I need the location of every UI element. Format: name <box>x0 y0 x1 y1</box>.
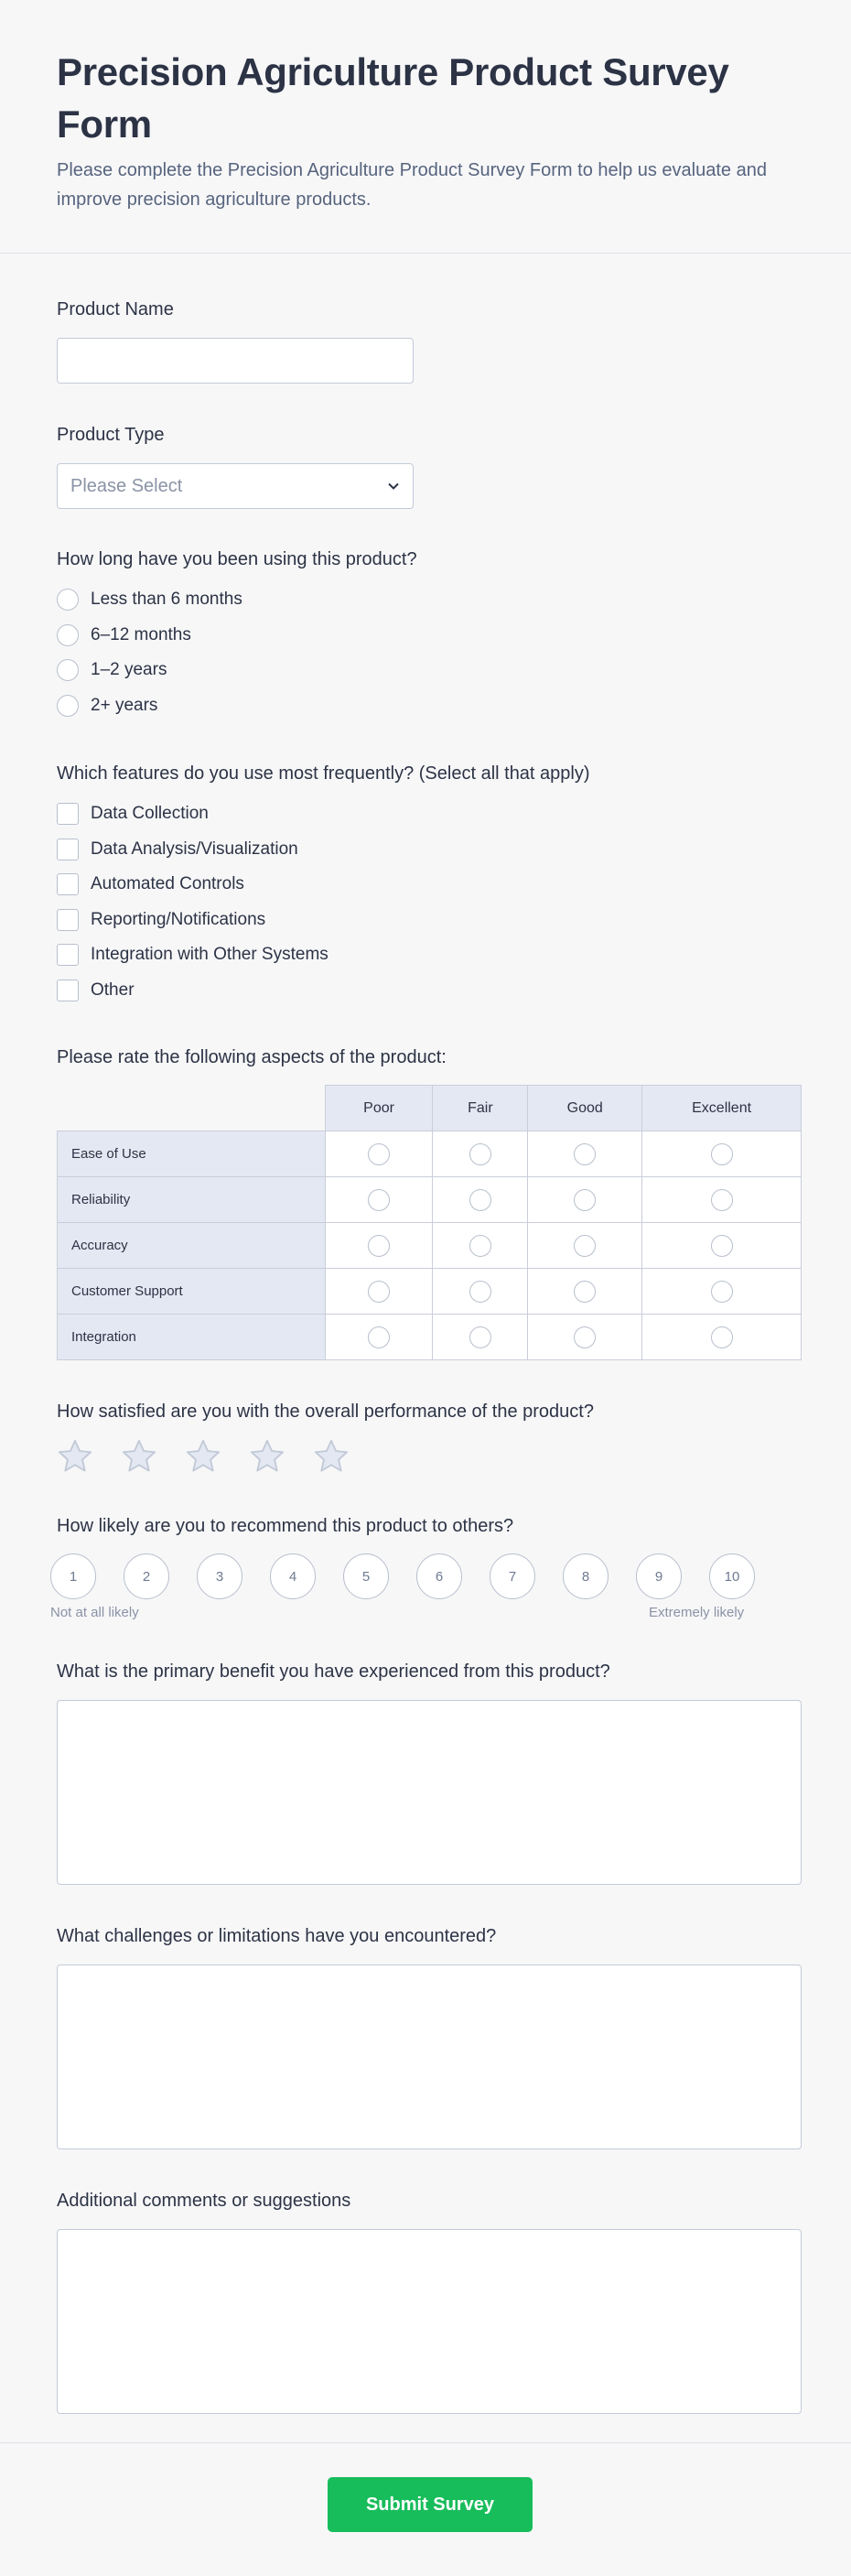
matrix-radio[interactable] <box>574 1281 596 1303</box>
checkbox[interactable] <box>57 803 79 825</box>
radio-button[interactable] <box>57 659 79 681</box>
feature-option[interactable] <box>57 903 329 938</box>
matrix-row-header: Customer Support <box>58 1269 326 1315</box>
option-label: Integration with Other Systems <box>91 945 329 965</box>
option-label: Data Analysis/Visualization <box>91 839 298 859</box>
recommend-label: How likely are you to recommend this product to others? <box>57 1516 514 1536</box>
matrix-radio[interactable] <box>368 1235 390 1257</box>
product-type-question <box>57 425 164 446</box>
rating-label: Please rate the following aspects of the product: <box>57 1047 447 1067</box>
duration-label: How long have you been using this product? <box>57 549 417 569</box>
matrix-radio[interactable] <box>469 1281 491 1303</box>
radio-button[interactable] <box>57 624 79 646</box>
matrix-row <box>58 1131 802 1177</box>
feature-option[interactable] <box>57 796 329 832</box>
comments-label: Additional comments or suggestions <box>57 2191 351 2211</box>
matrix-radio[interactable] <box>711 1143 733 1165</box>
matrix-radio[interactable] <box>574 1326 596 1348</box>
matrix-radio[interactable] <box>368 1326 390 1348</box>
page-subtitle: Please complete the Precision Agriculture Product Survey Form to help us evaluate and improve precision agriculture products. <box>57 160 767 210</box>
matrix-row-header: Ease of Use <box>58 1131 326 1177</box>
challenges-textarea[interactable] <box>57 1964 802 2149</box>
benefit-textarea[interactable] <box>57 1700 802 1885</box>
product-type-select[interactable] <box>57 463 414 509</box>
matrix-col-header: Excellent <box>642 1086 802 1131</box>
option-label: 2+ years <box>91 695 158 715</box>
matrix-col-header: Good <box>528 1086 642 1131</box>
scale-option[interactable]: 9 <box>636 1553 682 1599</box>
challenges-question <box>57 1926 496 1947</box>
checkbox[interactable] <box>57 873 79 895</box>
product-name-label: Product Name <box>57 299 174 319</box>
option-label: Automated Controls <box>91 874 244 894</box>
duration-option[interactable] <box>57 618 242 654</box>
comments-question <box>57 2191 350 2212</box>
matrix-radio[interactable] <box>469 1326 491 1348</box>
checkbox[interactable] <box>57 944 79 966</box>
matrix-row-header: Accuracy <box>58 1223 326 1269</box>
matrix-col-header: Fair <box>433 1086 528 1131</box>
checkbox[interactable] <box>57 909 79 931</box>
matrix-radio[interactable] <box>574 1189 596 1211</box>
option-label: Reporting/Notifications <box>91 909 266 929</box>
feature-option[interactable] <box>57 832 329 868</box>
matrix-row <box>58 1223 802 1269</box>
option-label: Other <box>91 980 135 1000</box>
duration-question <box>57 549 417 570</box>
option-label: 6–12 months <box>91 624 191 644</box>
matrix-radio[interactable] <box>469 1189 491 1211</box>
matrix-col-header: Poor <box>325 1086 433 1131</box>
duration-option[interactable] <box>57 688 242 724</box>
scale-high-label: Extremely likely <box>649 1605 745 1620</box>
matrix-radio[interactable] <box>711 1235 733 1257</box>
benefit-question <box>57 1661 610 1683</box>
benefit-label: What is the primary benefit you have experienced from this product? <box>57 1661 610 1682</box>
star-icon[interactable] <box>56 1437 94 1476</box>
matrix-radio[interactable] <box>574 1235 596 1257</box>
rating-question <box>57 1047 447 1068</box>
checkbox[interactable] <box>57 839 79 860</box>
product-type-label: Product Type <box>57 425 165 445</box>
scale-option[interactable]: 2 <box>124 1553 169 1599</box>
features-question <box>57 763 590 785</box>
satisfaction-label: How satisfied are you with the overall performance of the product? <box>57 1402 594 1422</box>
matrix-radio[interactable] <box>368 1189 390 1211</box>
scale-option[interactable]: 7 <box>490 1553 535 1599</box>
star-icon[interactable] <box>120 1437 158 1476</box>
feature-option[interactable] <box>57 867 329 903</box>
scale-option[interactable]: 4 <box>270 1553 316 1599</box>
matrix-radio[interactable] <box>469 1235 491 1257</box>
star-rating <box>56 1437 350 1476</box>
option-label: 1–2 years <box>91 660 167 680</box>
duration-option[interactable] <box>57 582 242 618</box>
matrix-radio[interactable] <box>711 1326 733 1348</box>
submit-button[interactable]: Submit Survey <box>328 2477 533 2532</box>
scale-option[interactable]: 10 <box>709 1553 755 1599</box>
matrix-corner <box>58 1086 326 1131</box>
comments-textarea[interactable] <box>57 2229 802 2414</box>
duration-option[interactable] <box>57 653 242 688</box>
feature-option[interactable] <box>57 937 329 973</box>
scale-option[interactable]: 8 <box>563 1553 609 1599</box>
option-label: Data Collection <box>91 804 209 824</box>
radio-button[interactable] <box>57 695 79 717</box>
matrix-row <box>58 1269 802 1315</box>
rating-matrix <box>57 1085 802 1360</box>
chevron-down-icon <box>387 480 400 492</box>
product-name-input[interactable] <box>57 338 414 384</box>
matrix-row <box>58 1177 802 1223</box>
recommend-scale <box>50 1553 755 1599</box>
scale-option[interactable]: 6 <box>416 1553 462 1599</box>
recommend-question <box>57 1516 513 1537</box>
matrix-row <box>58 1315 802 1360</box>
feature-option[interactable] <box>57 973 329 1009</box>
duration-options <box>57 582 242 723</box>
matrix-radio[interactable] <box>368 1281 390 1303</box>
form-header <box>0 0 851 254</box>
page-title: Precision Agriculture Product Survey Form <box>57 50 729 146</box>
features-label: Which features do you use most frequently? (Select all that apply) <box>57 763 590 784</box>
option-label: Less than 6 months <box>91 590 242 610</box>
product-type-selected: Please Select <box>70 475 183 496</box>
matrix-radio[interactable] <box>368 1143 390 1165</box>
star-icon[interactable] <box>184 1437 222 1476</box>
scale-option[interactable]: 1 <box>50 1553 96 1599</box>
form-footer <box>0 2442 851 2576</box>
matrix-row-header: Reliability <box>58 1177 326 1223</box>
checkbox[interactable] <box>57 980 79 1001</box>
product-name-question <box>57 299 174 320</box>
star-icon[interactable] <box>248 1437 286 1476</box>
features-options <box>57 796 329 1008</box>
matrix-radio[interactable] <box>711 1189 733 1211</box>
star-icon[interactable] <box>312 1437 350 1476</box>
satisfaction-question <box>57 1402 594 1423</box>
matrix-radio[interactable] <box>574 1143 596 1165</box>
radio-button[interactable] <box>57 589 79 611</box>
challenges-label: What challenges or limitations have you encountered? <box>57 1926 497 1946</box>
matrix-radio[interactable] <box>469 1143 491 1165</box>
matrix-radio[interactable] <box>711 1281 733 1303</box>
scale-low-label: Not at all likely <box>50 1605 139 1620</box>
scale-option[interactable]: 5 <box>343 1553 389 1599</box>
scale-option[interactable]: 3 <box>197 1553 242 1599</box>
matrix-row-header: Integration <box>58 1315 326 1360</box>
